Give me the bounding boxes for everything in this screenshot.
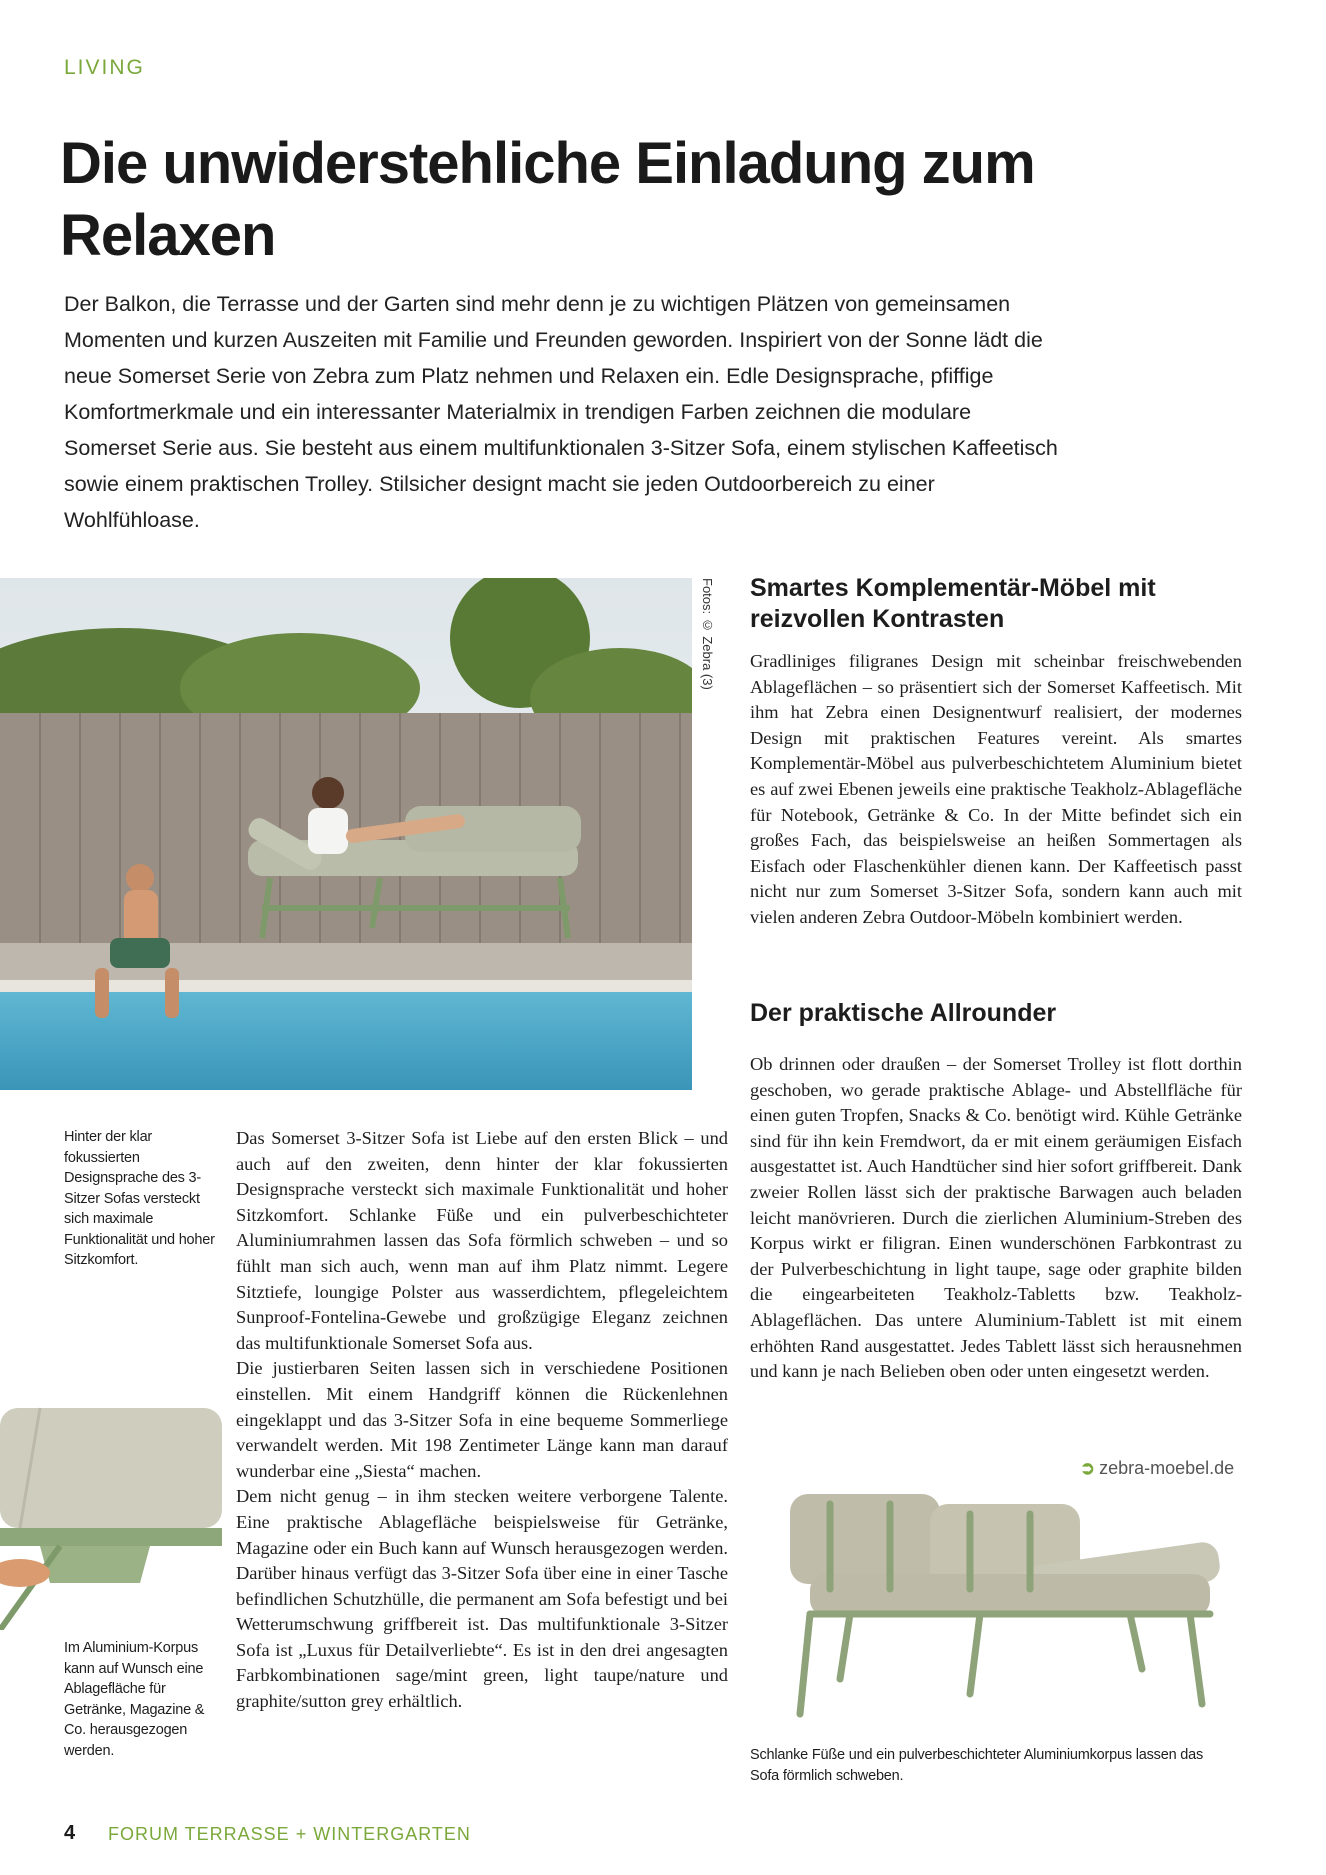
- body-komplementaer-moebel: Gradliniges filigranes Design mit scheinbar freischwebenden Ablageflächen – so präsentiert sich der Somerset Kaffeetisch. Mit ihm hat Zebra einen Designentwurf realisiert, der modernes Design mit praktischen Features vereint. Als smartes Komplementär-Möbel aus pulverbeschichtetem Aluminium bietet es auf zwei Ebenen jeweils eine praktische Teakholz-Ablagefläche für Notebook, Getränke & Co. In der Mitte befindet sich ein großes Fach, das beispielsweise an heißen Sommertagen als Eisfach oder Flaschenkühler dienen kann. Der Kaffeetisch passt nicht nur zum Somerset 3-Sitzer Sofa, sondern kann auch mit vielen anderen Zebra Outdoor-Möbeln kombiniert werden.: [750, 651, 1242, 927]
- product-photo-sofa: [770, 1494, 1230, 1734]
- website-link-text[interactable]: zebra-moebel.de: [1099, 1458, 1235, 1478]
- hero-photo-pool-scene: [0, 578, 692, 1090]
- caption-product: Schlanke Füße und ein pulverbeschichteter Aluminiumkorpus lassen das Sofa förmlich schweben.: [750, 1747, 1204, 1784]
- detail-photo-ablageflaeche: [0, 1378, 222, 1630]
- sofa-paragraph-3: Dem nicht genug – in ihm stecken weitere verborgene Talente. Eine praktische Ablagefläche beispielsweise für Getränke, Magazine oder ein Buch kann auf Wunsch herausgezogen werden. Darüber hinaus verfügt das 3-Sitzer Sofa über eine in einer Tasche befindlichen Schutzhülle, die permanent am Sofa befestigt und bei Wetterumschwung griffbereit ist. Das multifunktionale 3-Sitzer Sofa ist „Luxus für Detailverliebte“. Es ist in den drei angesagten Farbkombinationen sage/mint green, light taupe/nature und graphite/sutton grey erhältlich.: [236, 1486, 728, 1712]
- website-link[interactable]: [1080, 1458, 1234, 1479]
- caption-ablage: Im Aluminium-Korpus kann auf Wunsch eine Ablagefläche für Getränke, Magazine & Co. herausgezogen werden.: [64, 1640, 205, 1759]
- heading-allrounder: Der praktische Allrounder: [750, 999, 1057, 1027]
- sofa-paragraph-2: Die justierbaren Seiten lassen sich in verschiedene Positionen einstellen. Mit einem Handgriff können die Rückenlehnen eingeklappt und das 3-Sitzer Sofa in eine bequeme Sommerliege verwandelt werden. Mit 198 Zentimeter Länge kann man darauf wunderbar eine „Siesta“ machen.: [236, 1358, 728, 1481]
- photo-credit: Fotos: © Zebra (3): [700, 578, 715, 690]
- caption-design: Hinter der klar fokussierten Designsprache des 3-Sitzer Sofas versteckt sich maximale Funktionalität und hoher Sitzkomfort.: [64, 1129, 215, 1268]
- intro-paragraph: Der Balkon, die Terrasse und der Garten sind mehr denn je zu wichtigen Plätzen von gemeinsamen Momenten und kurzen Auszeiten mit Familie und Freunden geworden. Inspiriert von der Sonne lädt die neue Somerset Serie von Zebra zum Platz nehmen und Relaxen ein. Edle Designsprache, pfiffige Komfortmerkmale und ein interessanter Materialmix in trendigen Farben zeichnen die modulare Somerset Serie aus. Sie besteht aus einem multifunktionalen 3-Sitzer Sofa, einem stylischen Kaffeetisch sowie einem praktischen Trolley. Stilsicher designt macht sie jeden Outdoorbereich zu einer Wohlfühloase.: [64, 292, 1058, 532]
- page-title: Die unwiderstehliche Einladung zum Relaxen: [60, 131, 1035, 268]
- sofa-paragraph-1: Das Somerset 3-Sitzer Sofa ist Liebe auf den ersten Blick – und auch auf den zweiten, denn hinter der klar fokussierten Designsprache versteckt sich maximale Funktionalität und hoher Sitzkomfort. Schlanke Füße und ein pulverbeschichteter Aluminiumrahmen lassen das Sofa förmlich schweben – und so fühlt man sich auch, wenn man auf ihm Platz nimmt. Legere Sitztiefe, loungige Polster aus wasserdichtem, pflegeleichtem Sunproof-Fontelina-Gewebe und großzügige Eleganz zeichnen das multifunktionale Somerset Sofa aus.: [236, 1128, 728, 1353]
- body-allrounder: Ob drinnen oder draußen – der Somerset Trolley ist flott dorthin geschoben, wo gerade praktische Ablage- und Abstellfläche für einen guten Tropfen, Snacks & Co. benötigt wird. Kühle Getränke sind für ihn kein Fremdwort, da er mit einem geräumigen Eisfach ausgestattet ist. Auch Handtücher sind hier sofort griffbereit. Dank zweier Rollen lässt sich der praktische Barwagen auch beladen leicht manövrieren. Durch die zierlichen Aluminium-Streben des Korpus wirkt er filigran. Einen wunderschönen Farbkontrast zu der Pulverbeschichtung in light taupe, sage oder graphite bilden die eingearbeiteten Teakholz-Tabletts bzw. Teakholz-Ablageflächen. Das untere Aluminium-Tablett ist mit einem erhöhten Rand ausgestattet. Jedes Tablett lässt sich herausnehmen und kann je nach Belieben oben oder unten eingesetzt werden.: [750, 1054, 1242, 1382]
- section-label: LIVING: [64, 56, 145, 79]
- arrow-icon: ➲: [1080, 1458, 1096, 1478]
- body-sofa: [236, 1126, 728, 1715]
- page-number: 4: [64, 1822, 76, 1844]
- heading-komplementaer-moebel: Smartes Komplementär-Möbel mit reizvollen Kontrasten: [750, 574, 1156, 633]
- magazine-name: FORUM TERRASSE + WINTERGARTEN: [108, 1824, 471, 1844]
